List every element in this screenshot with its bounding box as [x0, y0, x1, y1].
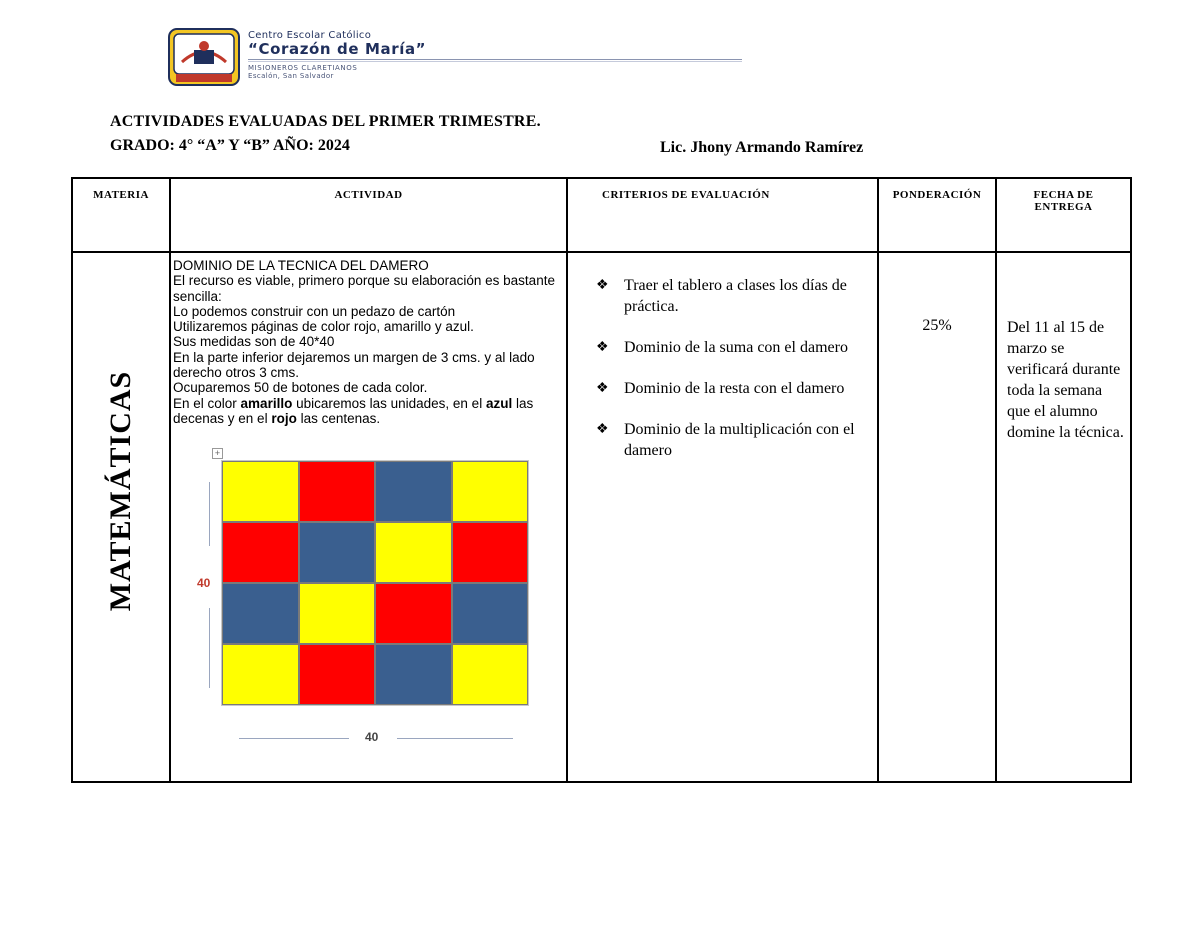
activity-line: DOMINIO DE LA TECNICA DEL DAMERO	[173, 258, 429, 273]
board-square-yellow	[222, 644, 299, 705]
board-square-yellow	[452, 644, 529, 705]
color-word-yellow: amarillo	[240, 395, 293, 411]
dimension-line	[397, 738, 513, 739]
activity-line: Lo podemos construir con un pedazo de cartón	[173, 303, 456, 319]
damero-board	[221, 460, 529, 706]
activity-line: El recurso es viable, primero porque su elaboración es bastante sencilla:	[173, 273, 555, 304]
dimension-line	[209, 608, 210, 688]
board-square-red	[452, 522, 529, 583]
school-type: Centro Escolar Católico	[248, 30, 372, 41]
header-fecha: FECHA DE ENTREGA	[996, 178, 1131, 252]
school-location: Escalón, San Salvador	[248, 72, 334, 80]
ponderacion-cell	[878, 252, 996, 782]
dimension-label-vertical: 40	[197, 576, 211, 591]
table-row	[72, 252, 1131, 782]
divider	[248, 61, 742, 62]
diamond-bullet-icon: ❖	[596, 340, 609, 355]
header-materia: MATERIA	[72, 178, 170, 252]
board-square-yellow	[222, 461, 299, 522]
activity-line-colors	[173, 396, 563, 427]
board-square-blue	[299, 522, 376, 583]
text-fragment: las centenas.	[296, 410, 381, 426]
list-item	[596, 378, 875, 399]
board-square-yellow	[375, 522, 452, 583]
due-date-text: Del 11 al 15 de marzo se verificará durante toda la semana que el alumno domine la técnica.	[1007, 319, 1124, 441]
header-ponderacion: PONDERACIÓN	[878, 178, 996, 252]
school-order: MISIONEROS CLARETIANOS	[248, 64, 358, 72]
header-criterios: CRITERIOS DE EVALUACIÓN	[567, 178, 878, 252]
criterion-text: Dominio de la multiplicación con el damero	[624, 421, 855, 459]
materia-cell	[72, 252, 170, 782]
grade-year: GRADO: 4° “A” Y “B” AÑO: 2024	[110, 137, 350, 154]
expand-icon: +	[212, 448, 223, 459]
fecha-cell	[996, 252, 1131, 782]
damero-figure	[173, 450, 563, 750]
teacher-name: Lic. Jhony Armando Ramírez	[660, 139, 864, 156]
criterios-cell	[567, 252, 878, 782]
text-fragment: las decenas y en el	[173, 395, 534, 426]
activity-line: En la parte inferior dejaremos un margen de 3 cms. y al lado derecho otros 3 cms.	[173, 349, 535, 381]
activities-table	[71, 177, 1130, 783]
board-square-blue	[375, 461, 452, 522]
text-fragment: En el color	[173, 395, 241, 411]
list-item	[596, 275, 875, 317]
board-square-red	[299, 461, 376, 522]
board-square-red	[299, 644, 376, 705]
activity-line: Sus medidas son de 40*40	[173, 334, 335, 350]
activity-line: Utilizaremos páginas de color rojo, amarillo y azul.	[173, 319, 474, 335]
text-fragment: ubicaremos las unidades, en el	[292, 395, 486, 411]
divider	[248, 59, 742, 60]
dimension-label-horizontal: 40	[365, 730, 379, 745]
actividad-cell	[170, 252, 567, 782]
list-item	[596, 419, 875, 461]
board-square-blue	[452, 583, 529, 644]
board-square-blue	[375, 644, 452, 705]
weight-value: 25%	[922, 317, 952, 334]
diamond-bullet-icon: ❖	[596, 381, 609, 396]
dimension-line	[239, 738, 349, 739]
board-square-blue	[222, 583, 299, 644]
subject-label: MATEMÁTICAS	[104, 370, 137, 612]
board-square-yellow	[452, 461, 529, 522]
list-item	[596, 337, 875, 358]
document-title: ACTIVIDADES EVALUADAS DEL PRIMER TRIMESTRE.	[110, 113, 541, 130]
criterion-text: Traer el tablero a clases los días de práctica.	[624, 277, 847, 315]
school-name: “Corazón de María”	[248, 40, 427, 58]
board-square-yellow	[299, 583, 376, 644]
criterion-text: Dominio de la resta con el damero	[624, 380, 845, 397]
color-word-blue: azul	[485, 395, 513, 411]
activity-line: Ocuparemos 50 de botones de cada color.	[173, 380, 428, 396]
board-square-red	[222, 522, 299, 583]
diamond-bullet-icon: ❖	[596, 278, 609, 293]
table-header-row	[72, 178, 1131, 252]
dimension-line	[209, 482, 210, 546]
criterion-text: Dominio de la suma con el damero	[624, 339, 848, 356]
school-logo-block	[168, 28, 748, 90]
header-actividad: ACTIVIDAD	[170, 178, 567, 252]
diamond-bullet-icon: ❖	[596, 422, 609, 437]
board-square-red	[375, 583, 452, 644]
school-crest-icon	[168, 28, 240, 86]
color-word-red: rojo	[271, 410, 297, 426]
